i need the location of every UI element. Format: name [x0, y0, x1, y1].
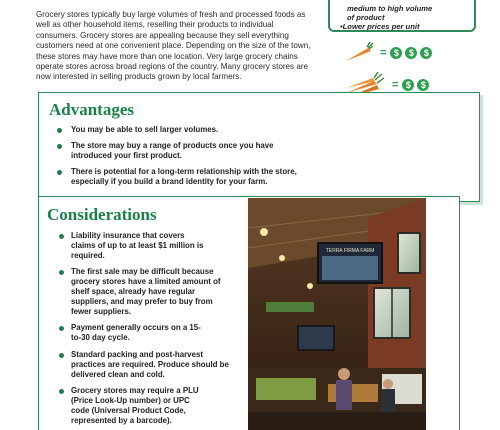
list-item — [59, 267, 227, 316]
carrot-group — [344, 42, 374, 64]
list-item-text: The store may buy a range of products once you have introduced your first product. — [71, 141, 274, 160]
bullet-line-2: of product — [347, 13, 385, 22]
advantages-section — [38, 92, 480, 202]
bullet-icon — [59, 270, 64, 275]
dollar-group — [390, 47, 432, 59]
dollar-group — [402, 79, 429, 91]
list-item — [57, 125, 467, 135]
dollar-icon: $ — [402, 79, 414, 91]
price-tier-1 — [328, 38, 476, 68]
bullet-icon — [59, 234, 64, 239]
list-item-text: Grocery stores may require a PLU (Price Look-Up number) or UPC code (Universal Product Code, represented by a barcode). — [71, 386, 199, 425]
bullet-line-3: • Lower prices per unit — [340, 22, 474, 31]
list-item-text: Standard packing and post-harvest practices are required. Produce should be delivered clean and cold. — [71, 349, 229, 379]
bullet-line-1: medium to high volume — [347, 4, 433, 13]
list-item-text: Payment generally occurs on a 15-to-30 day cycle. — [71, 323, 201, 343]
dollar-icon: $ — [390, 47, 402, 59]
equals-icon: = — [392, 79, 399, 91]
list-item — [59, 386, 209, 425]
bullet-icon — [59, 389, 64, 394]
list-item-text: There is potential for a long-term relationship with the store, especially if you build a brand identity for your farm. — [71, 167, 297, 186]
dollar-icon: $ — [420, 47, 432, 59]
bullet-icon — [59, 326, 64, 331]
intro-paragraph: Grocery stores typically buy large volumes of fresh and processed foods as well as other household items, reselling their products to individual consumers. Grocery stores are appealing because they sell everything customers need at one convenient place. Depending on the size of the town, these stores may have more than one location. Very large grocery chains operate stores across broad regions of the country. Many grocery stores are now interested in selling products grown by local farmers. — [36, 10, 311, 82]
bullet-icon — [59, 353, 64, 358]
bullet-icon — [57, 170, 62, 175]
list-item-text: You may be able to sell larger volumes. — [71, 125, 219, 134]
dollar-icon: $ — [405, 47, 417, 59]
list-item — [59, 350, 237, 379]
advantages-heading: Advantages — [49, 100, 135, 119]
volume-bullet-box — [328, 0, 476, 32]
advantages-list — [57, 125, 467, 193]
list-item — [59, 323, 209, 343]
considerations-heading: Considerations — [47, 205, 157, 224]
list-item — [57, 167, 317, 187]
store-sign-text: TERRA FIRMA FARM — [325, 248, 375, 254]
list-item-text: The first sale may be difficult because grocery stores have a limited amount of shelf space, already have regular suppliers, and may prefer to buy from fewer suppliers. — [71, 267, 221, 316]
list-item — [57, 141, 307, 161]
list-item-text: Liability insurance that covers claims of up to at least $1 million is required. — [71, 231, 204, 260]
equals-icon: = — [380, 47, 387, 59]
list-item — [59, 231, 209, 260]
carrot-icon — [344, 42, 374, 64]
bullet-icon — [57, 128, 62, 133]
grocery-store-interior-image — [248, 198, 426, 430]
grocery-store-photo — [248, 198, 426, 430]
bullet-icon — [57, 144, 62, 149]
dollar-icon: $ — [417, 79, 429, 91]
considerations-list — [59, 231, 249, 430]
